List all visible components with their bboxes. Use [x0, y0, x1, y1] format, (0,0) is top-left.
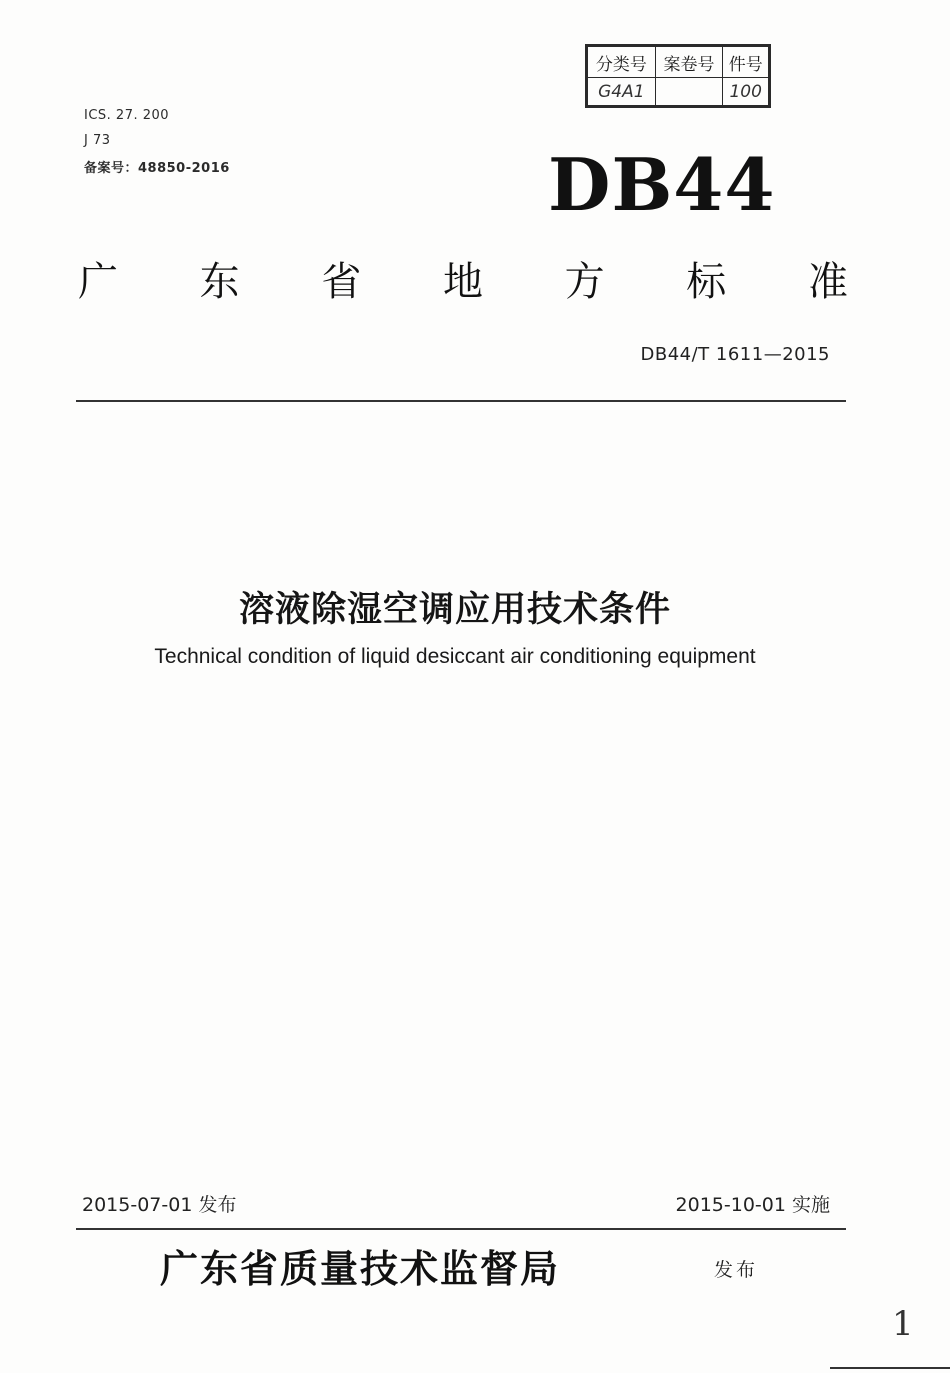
ics-code: ICS. 27. 200	[84, 108, 170, 123]
stamp-item-value: 100	[723, 78, 769, 106]
archive-stamp	[585, 44, 771, 108]
standard-number: DB44/T 1611—2015	[640, 344, 830, 365]
standard-type-char: 地	[442, 259, 483, 305]
header-divider	[76, 400, 846, 402]
standard-type-char: 省	[321, 259, 362, 305]
standard-code-mark: DB44	[548, 142, 776, 227]
stamp-category-value: G4A1	[588, 78, 656, 106]
filing-number: 备案号：48850-2016	[84, 161, 230, 176]
chinese-title: 溶液除湿空调应用技术条件	[238, 590, 671, 630]
standard-type-char: 准	[807, 259, 848, 305]
footer-divider	[76, 1228, 846, 1230]
stamp-item-label: 件号	[723, 47, 769, 78]
english-title: Technical condition of liquid desiccant air conditioning equipment	[154, 645, 756, 668]
issue-label: 发布	[714, 1259, 759, 1281]
standard-type-char: 广	[78, 259, 118, 305]
standard-type-heading	[78, 250, 848, 307]
publish-date: 2015-07-01 发布	[82, 1194, 237, 1216]
stamp-category-label: 分类号	[588, 47, 656, 78]
standard-type-char: 东	[199, 259, 240, 305]
issuing-authority: 广东省质量技术监督局	[160, 1246, 561, 1291]
page-number: 1	[892, 1304, 914, 1344]
standard-type-char: 方	[564, 259, 605, 305]
stamp-volume-value	[655, 78, 723, 106]
page-edge-line	[830, 1367, 950, 1369]
stamp-volume-label: 案卷号	[655, 47, 723, 78]
ccs-code: J 73	[84, 133, 111, 148]
implement-date: 2015-10-01 实施	[675, 1194, 830, 1216]
standard-type-char: 标	[686, 259, 727, 305]
